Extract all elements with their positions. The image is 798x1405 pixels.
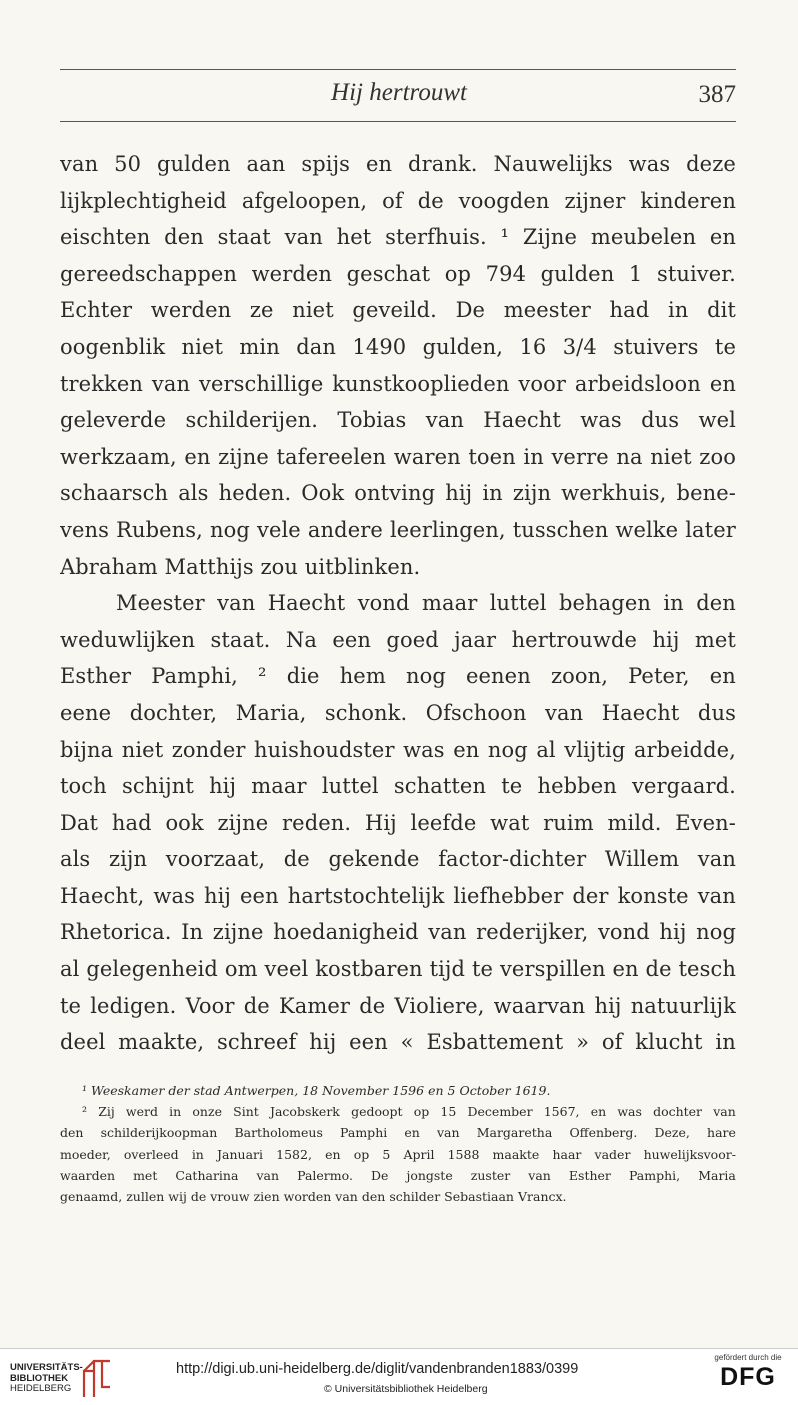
text-line: Echter werden ze niet geveild. De meester had in dit [60,298,736,323]
text-line: Abraham Matthijs zou uitblinken. [60,554,421,579]
running-title: Hij hertrouwt [331,79,467,106]
page-number: 387 [698,81,736,108]
viewer-footer [0,1348,798,1405]
permalink-url[interactable]: http://digi.ub.uni-heidelberg.de/diglit/vandenbranden1883/0399 [176,1361,579,1377]
text-line: deel maakte, schreef hij een « Esbattement » of klucht in [60,1030,736,1055]
footnote-line: waarden met Catharina van Palermo. De jongste zuster van Esther Pamphi, Maria [60,1167,736,1183]
text-line: eischten den staat van het sterfhuis. ¹ Zijne meubelen en [60,225,736,250]
text-line: schaarsch als heden. Ook ontving hij in zijn werkhuis, bene- [60,481,736,506]
text-line: gereedschappen werden geschat op 794 gulden 1 stuiver. [60,261,736,286]
footnote-line: den schilderijkoopman Bartholomeus Pamphi en van Margaretha Offenberg. Deze, hare [60,1125,736,1141]
text-line: lijkplechtigheid afgeloopen, of de voogden zijner kinderen [60,188,736,213]
text-line: werkzaam, en zijne tafereelen waren toen in verre na niet zoo [60,444,736,469]
text-line: Haecht, was hij een hartstochtelijk liefhebber der konste van [60,883,736,908]
copyright-notice: © Universitätsbibliothek Heidelberg [324,1383,488,1395]
text-line: weduwlijken staat. Na een goed jaar hertrouwde hij met [60,627,736,652]
text-line: al gelegenheid om veel kostbaren tijd te verspillen en de tesch [60,957,736,982]
footnote-line: ¹ Weeskamer der stad Antwerpen, 18 November 1596 en 5 October 1619. [82,1083,551,1098]
body-text [60,146,736,1061]
library-logo-icon[interactable] [80,1357,114,1399]
footnote-line: genaamd, zullen wij de vrouw zien worden van den schilder Sebastiaan Vrancx. [60,1188,567,1204]
library-name-line: UNIVERSITÄTS- [10,1362,83,1373]
text-line: eene dochter, Maria, schonk. Ofschoon van Haecht dus [60,700,736,725]
footnote-line: moeder, overleed in Januari 1582, en op 5 April 1588 maakte haar vader huwelijksvoor- [60,1146,736,1162]
footnotes [60,1080,736,1207]
header-rule-bottom [60,121,736,122]
dfg-sponsor[interactable] [706,1353,790,1392]
text-line: vens Rubens, nog vele andere leerlingen, tusschen welke later [60,517,736,542]
library-name[interactable] [10,1363,83,1395]
text-line: Esther Pamphi, ² die hem nog eenen zoon, Peter, en [60,664,736,689]
footnote-line: ² Zij werd in onze Sint Jacobskerk gedoopt op 15 December 1567, en was dochter van [82,1104,736,1120]
text-line: toch schijnt hij maar luttel schatten te hebben vergaard. [60,774,736,799]
text-line: Rhetorica. In zijne hoedanigheid van rederijker, vond hij nog [60,920,736,945]
text-line: Meester van Haecht vond maar luttel behagen in den [116,591,736,616]
text-line: oogenblik niet min dan 1490 gulden, 16 3/4 stuivers te [60,334,736,359]
text-line: trekken van verschillige kunstkooplieden voor arbeidsloon en [60,371,736,396]
text-line: van 50 gulden aan spijs en drank. Nauwelijks was deze [60,152,736,176]
text-line: Dat had ook zijne reden. Hij leefde wat ruim mild. Even- [60,810,736,835]
text-line: bijna niet zonder huishoudster was en nog al vlijtig arbeidde, [60,737,736,762]
funded-by-label: gefördert durch die [714,1353,782,1362]
text-line: als zijn voorzaat, de gekende factor-dichter Willem van [60,847,736,872]
dfg-logo: DFG [720,1363,776,1391]
header-rule-top [60,69,736,70]
library-name-line: BIBLIOTHEK [10,1372,69,1384]
library-name-line: HEIDELBERG [10,1383,72,1394]
text-line: te ledigen. Voor de Kamer de Violiere, waarvan hij natuurlijk [60,993,736,1018]
text-line: geleverde schilderijen. Tobias van Haecht was dus wel [60,408,736,433]
